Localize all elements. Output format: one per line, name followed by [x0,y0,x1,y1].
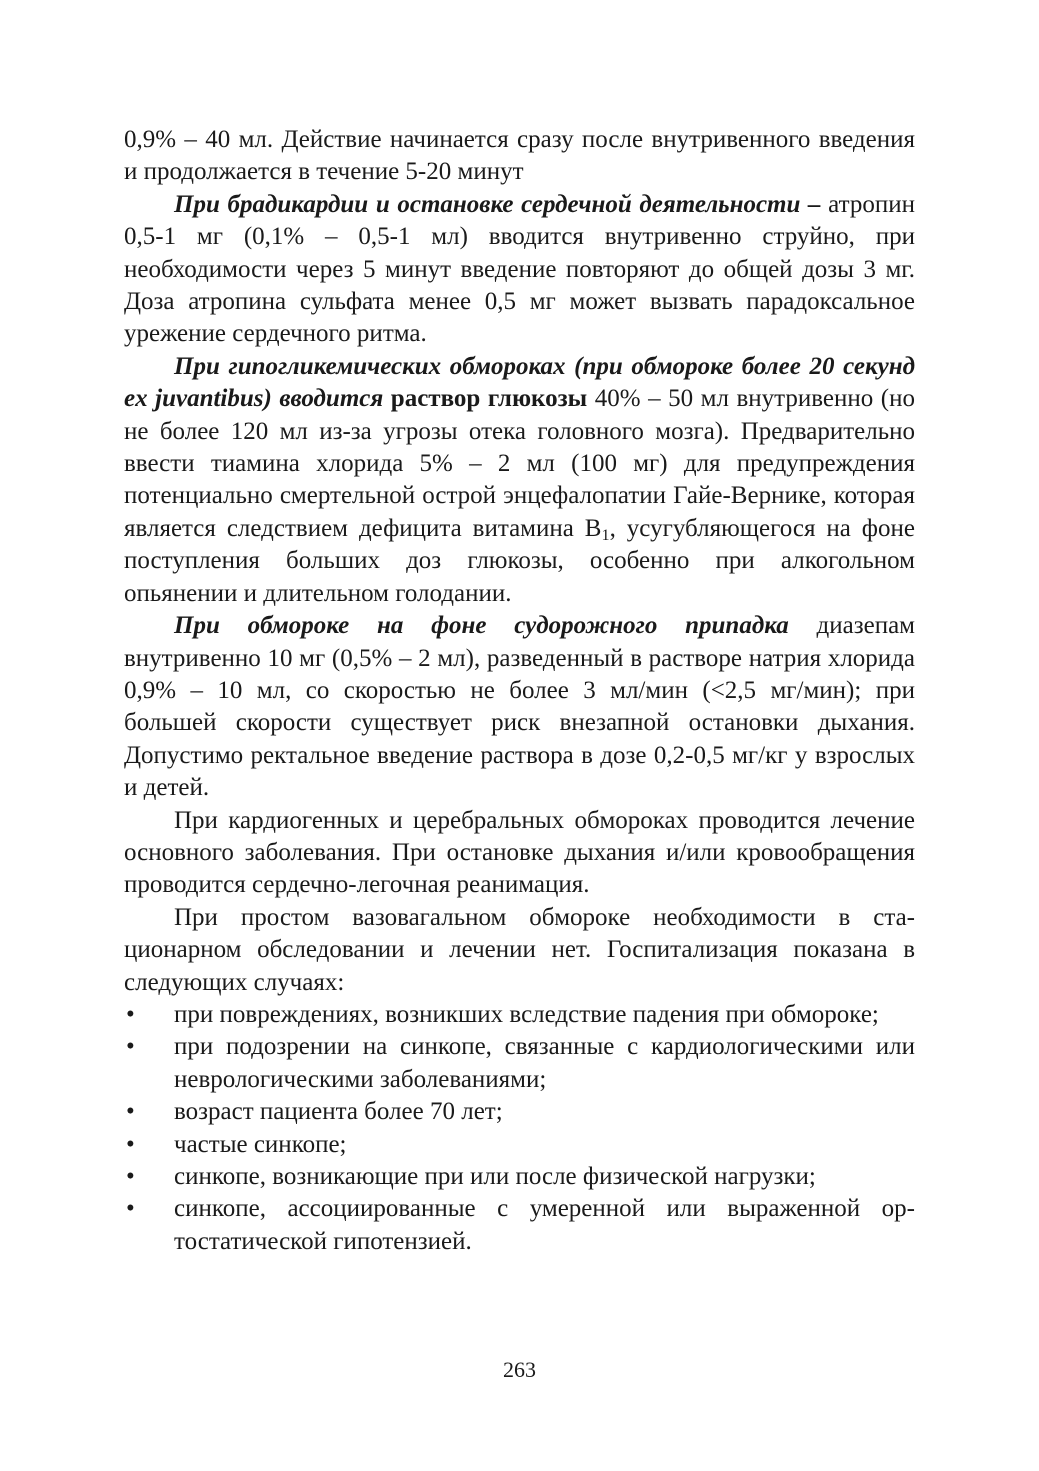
paragraph-text: 40% – 50 мл внутривенно (но не более 120 мл из-за угрозы отека головного мозга). Предварительно ввести тиамина хлорида 5% – 2 мл (100 мг) для предупреждения потенциально смертельной острой энцефалопатии Гайе-Вернике, которая является следствием дефицита витамина В [124,385,916,542]
list-item-text: частые синкопе; [174,1130,347,1158]
paragraph-text: При простом вазовагальном обмороке необходимости в стационарном обследовании и лечении нет. Госпитализация показана в следующих случаях: [124,903,915,996]
paragraph-text: диазепам внутривенно 10 мг (0,5% – 2 мл), разведенный в растворе натрия хлорида 0,9% – 10 мл, со скоростью не более 3 мл/мин (<2,5 мг/мин); при большей скорости существует риск внезапной остановки дыхания. Допустимо ректальное введение раствора в дозе 0,2-0,5 мг/кг у взрослых и детей. [124,612,916,802]
list-item-text: синкопе, ассоциированные с умеренной или выраженной ортостатической гипотензией. [174,1195,915,1255]
list-item [124,1129,915,1161]
paragraph-seizure [124,610,915,804]
list-item [124,1096,915,1128]
vitamin-subscript: 1 [601,525,610,544]
glucose-term: раствор глюкозы [383,385,588,413]
hospitalization-criteria-list [124,999,915,1258]
paragraph-text: При кардиогенных и церебральных обмороках проводится лечение основного заболевания. При остановке дыхания и/или кровообращения проводится сердечно-легочная реанимация. [124,806,915,899]
paragraph-heading: При обмороке на фоне судорожного припадка [174,612,789,640]
list-item-text: возраст пациента более 70 лет; [174,1098,503,1126]
list-item-text: при повреждениях, возникших вследствие падения при обмороке; [174,1000,879,1028]
list-item [124,1161,915,1193]
bullet-icon: • [126,1098,135,1126]
list-item-text: при подозрении на синкопе, связанные с кардиологическими или неврологическими заболеваниями; [174,1033,915,1093]
paragraph-hypoglycemia [124,351,915,610]
list-item [124,999,915,1031]
paragraph-heading: При брадикардии и остановке сердечной деятельности – [174,190,821,218]
paragraph-text-continued: , усугубляющегося на фоне поступления больших доз глюкозы, особенно при алкогольном опьянении и длительном голодании. [124,514,915,607]
paragraph-bradycardia [124,189,915,351]
bullet-icon: • [126,1195,135,1223]
paragraph-heading: При гипогликемических обмороках (при обмороке более 20 секунд ex juvantibus) вводится [124,352,915,413]
page-number: 263 [503,1357,536,1382]
paragraph-hospitalization [124,902,915,999]
bullet-icon: • [126,1163,135,1190]
paragraph-text: 0,9% – 40 мл. Действие начинается сразу после внутривенного введения и продолжается в течение 5-20 минут [124,126,915,186]
bullet-icon: • [126,1000,135,1028]
page-body [124,124,915,1258]
paragraph-text: атропин 0,5-1 мг (0,1% – 0,5-1 мл) вводится внутривенно струйно, при необходимости через 5 минут введение повторяют до общей дозы 3 мг. Доза атропина сульфата менее 0,5 мг может вызвать парадоксальное урежение сердечного ритма. [124,190,915,348]
list-item [124,1031,915,1096]
paragraph-cardiogenic [124,805,915,902]
bullet-icon: • [126,1033,135,1061]
bullet-icon: • [126,1130,135,1158]
list-item [124,1193,915,1258]
paragraph-continuation [124,124,915,189]
list-item-text: синкопе, возникающие при или после физической нагрузки; [174,1163,816,1190]
